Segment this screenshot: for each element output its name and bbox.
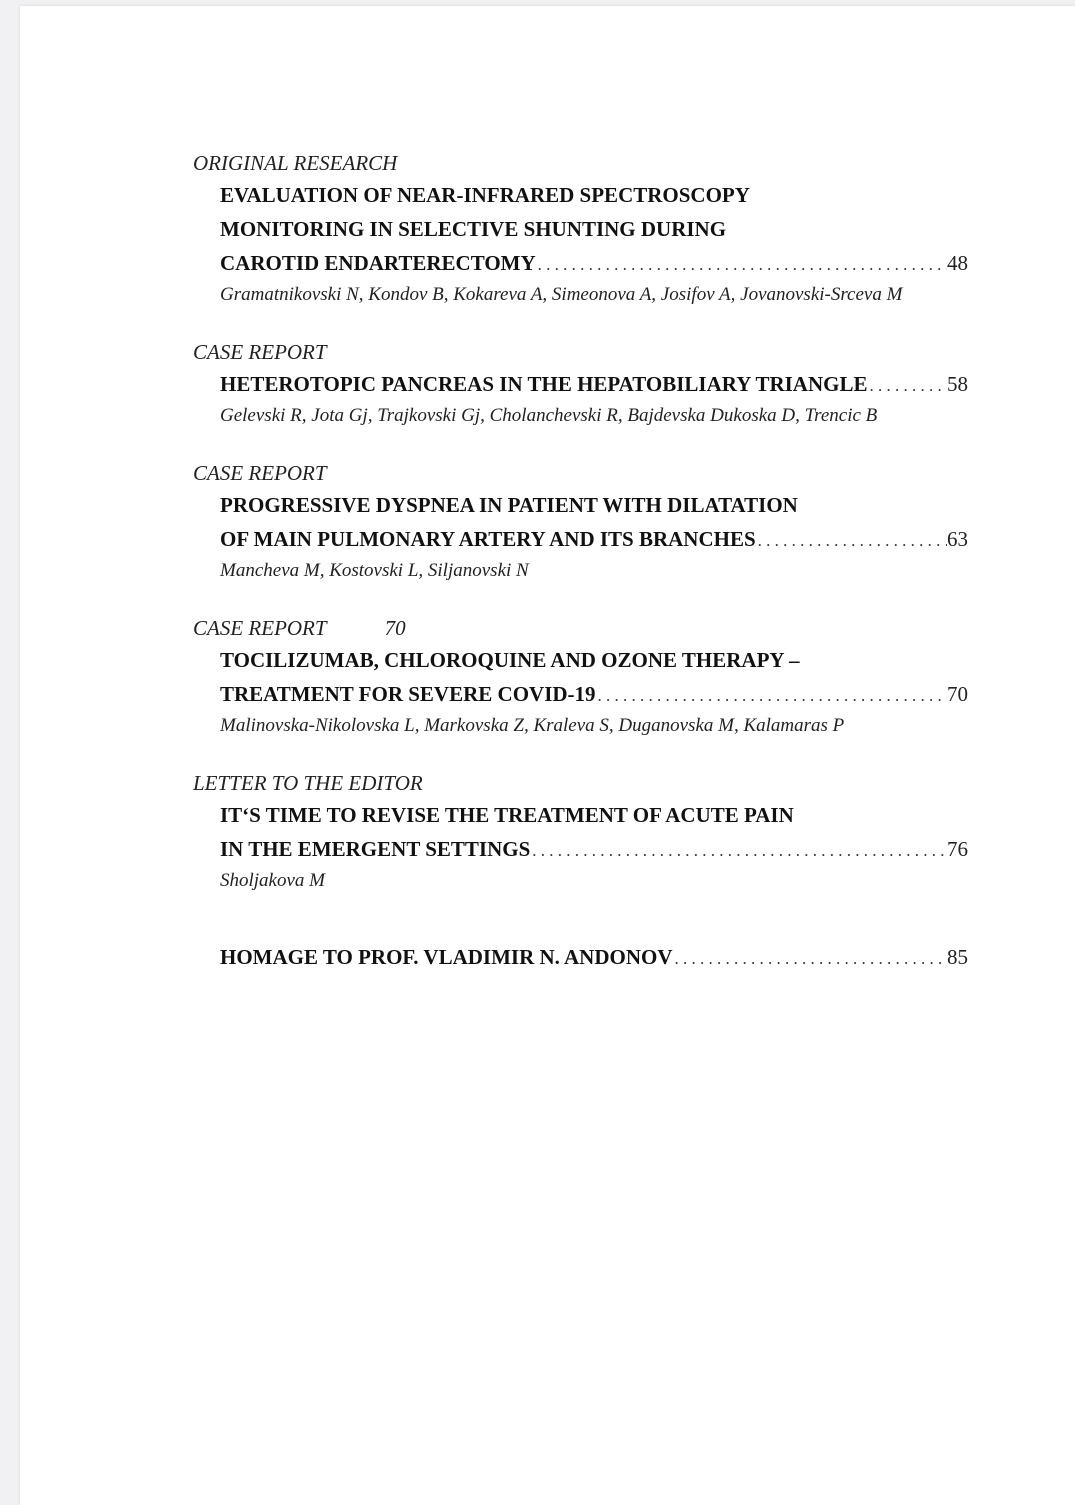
page-number[interactable]: 85 (947, 945, 968, 969)
entry-title-with-page[interactable] (220, 246, 968, 282)
page-number[interactable]: 63 (947, 527, 968, 551)
toc-entry (193, 768, 968, 894)
toc-entry-homage (193, 940, 968, 976)
category-label: LETTER TO THE EDITOR (193, 771, 423, 795)
document-page (20, 6, 1075, 1505)
entry-title-with-page[interactable] (220, 940, 968, 976)
category-label: CASE REPORT (193, 616, 327, 640)
entry-title-line[interactable]: HOMAGE TO PROF. VLADIMIR N. ANDONOV (220, 945, 673, 969)
entry-category (193, 613, 968, 643)
entry-authors: Gelevski R, Jota Gj, Trajkovski Gj, Cholanchevski R, Bajdevska Dukoska D, Trencic B (220, 405, 878, 426)
entry-category (193, 458, 968, 488)
category-label: CASE REPORT (193, 340, 327, 364)
entry-title-with-page[interactable] (220, 677, 968, 713)
entry-authors: Gramatnikovski N, Kondov B, Kokareva A, Simeonova A, Josifov A, Jovanovski-Srceva M (220, 284, 903, 305)
dot-leader (756, 524, 947, 558)
entry-category (193, 337, 968, 367)
category-label: ORIGINAL RESEARCH (193, 151, 398, 175)
entry-title-line[interactable]: IN THE EMERGENT SETTINGS (220, 837, 531, 861)
entry-title-line[interactable]: MONITORING IN SELECTIVE SHUNTING DURING (220, 217, 727, 241)
dot-leader (867, 369, 947, 403)
entry-title-line[interactable]: TOCILIZUMAB, CHLOROQUINE AND OZONE THERAPY – (220, 648, 800, 672)
entry-title-line[interactable]: IT‘S TIME TO REVISE THE TREATMENT OF ACUTE PAIN (220, 803, 794, 827)
entry-title-line[interactable]: TREATMENT FOR SEVERE COVID-19 (220, 682, 596, 706)
page-number[interactable]: 58 (947, 372, 968, 396)
entry-title-with-page[interactable] (220, 367, 968, 403)
dot-leader (536, 248, 947, 282)
entry-category (193, 768, 968, 798)
entry-title-line[interactable]: OF MAIN PULMONARY ARTERY AND ITS BRANCHES (220, 527, 756, 551)
entry-authors: Mancheva M, Kostovski L, Siljanovski N (220, 560, 529, 581)
entry-title-with-page[interactable] (220, 522, 968, 558)
toc-entry (193, 458, 968, 584)
category-page-number: 70 (384, 616, 406, 640)
dot-leader (673, 942, 947, 976)
entry-authors: Malinovska-Nikolovska L, Markovska Z, Kraleva S, Duganovska M, Kalamaras P (220, 715, 845, 736)
entry-title-line[interactable]: EVALUATION OF NEAR-INFRARED SPECTROSCOPY (220, 183, 750, 207)
page-number[interactable]: 76 (947, 837, 968, 861)
entry-category (193, 148, 968, 178)
page-number[interactable]: 70 (947, 682, 968, 706)
table-of-contents (193, 148, 968, 1005)
dot-leader (530, 834, 947, 868)
category-label: CASE REPORT (193, 461, 327, 485)
entry-title-with-page[interactable] (220, 832, 968, 868)
entry-authors: Sholjakova M (220, 870, 326, 891)
entry-title-line[interactable]: CAROTID ENDARTERECTOMY (220, 251, 536, 275)
dot-leader (596, 679, 947, 713)
entry-title-line[interactable]: PROGRESSIVE DYSPNEA IN PATIENT WITH DILATATION (220, 493, 798, 517)
toc-entry (193, 148, 968, 308)
entry-title-line[interactable]: HETEROTOPIC PANCREAS IN THE HEPATOBILIARY TRIANGLE (220, 372, 868, 396)
toc-entry (193, 337, 968, 429)
toc-entry (193, 613, 968, 739)
page-number[interactable]: 48 (947, 251, 968, 275)
